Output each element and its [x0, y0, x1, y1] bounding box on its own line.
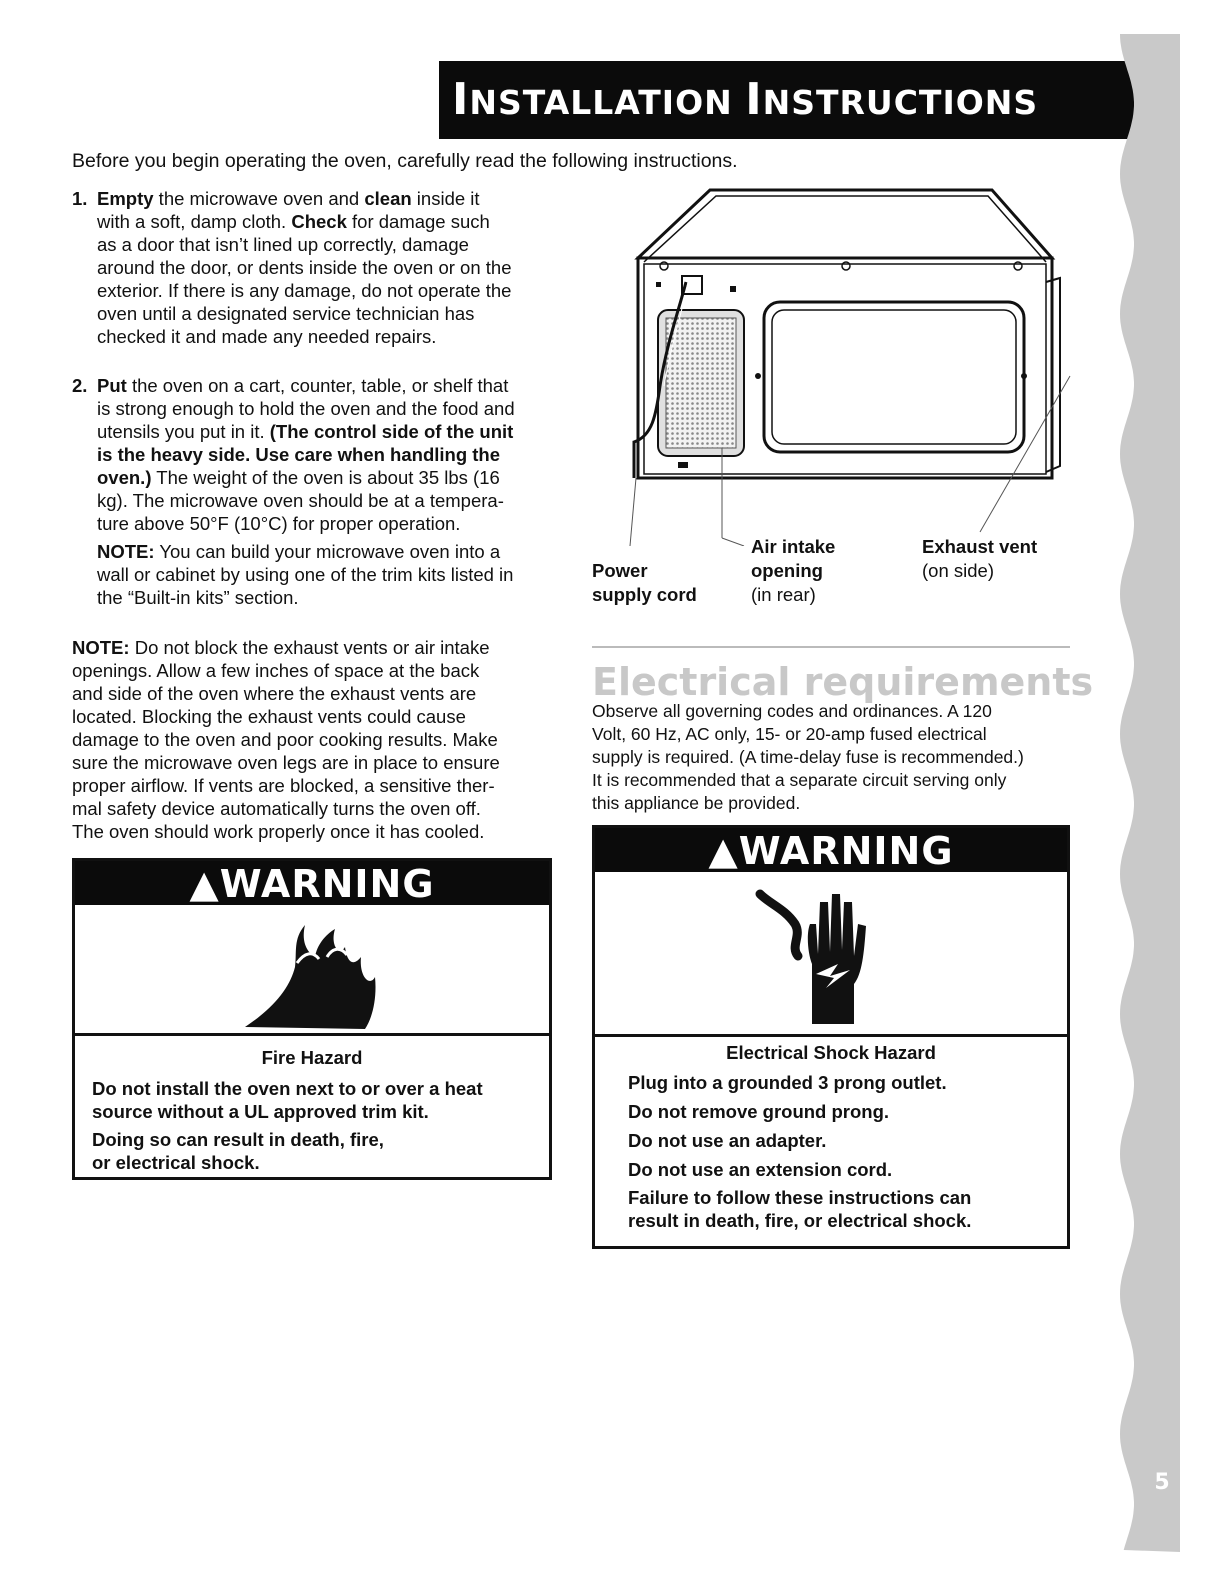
text-line: NOTE: You can build your microwave oven into a — [97, 541, 501, 562]
text-line: oven.) The weight of the oven is about 35 lbs (16 — [97, 467, 500, 488]
text-line: sure the microwave oven legs are in place to ensure — [72, 752, 500, 773]
page-number: 5 — [1154, 1470, 1170, 1495]
fire-warning-box — [72, 858, 552, 1180]
warning-line: or electrical shock. — [92, 1152, 260, 1173]
text-line: is the heavy side. Use care when handling the — [97, 444, 501, 465]
shock-hand-icon — [750, 884, 890, 1024]
warning-header: ▲WARNING — [75, 861, 549, 905]
fire-icon — [235, 917, 385, 1037]
text-line: Put the oven on a cart, counter, table, or shelf that — [97, 375, 509, 396]
section-divider — [592, 646, 1070, 648]
text-line: checked it and made any needed repairs. — [97, 326, 437, 347]
text-line: around the door, or dents inside the oven or on the — [97, 257, 512, 278]
warning-line: source without a UL approved trim kit. — [92, 1101, 429, 1122]
text-line: kg). The microwave oven should be at a tempera- — [97, 490, 504, 511]
warning-triangle-icon: ▲ — [708, 829, 739, 873]
vent-note — [72, 636, 562, 843]
intro-text: Before you begin operating the oven, carefully read the following instructions. — [72, 150, 738, 172]
side-wave-strip — [1112, 34, 1180, 1552]
electrical-text: Observe all governing codes and ordinances. A 120 Volt, 60 Hz, AC only, 15- or 20-amp fused electrical supply is required. (A time-delay fuse is recommended.) It is recommended that a separate circuit serving only this appliance be provided. — [592, 701, 1024, 813]
text-line: the “Built-in kits” section. — [97, 587, 299, 608]
text-line: as a door that isn’t lined up correctly, damage — [97, 234, 469, 255]
text-line: with a soft, damp cloth. Check for damage such — [97, 211, 490, 232]
section-heading: Electrical requirements — [592, 660, 1094, 704]
text-line: wall or cabinet by using one of the trim kits listed in — [97, 564, 514, 585]
oven-rear-diagram — [620, 186, 1080, 546]
text-line: ture above 50°F (10°C) for proper operation. — [97, 513, 461, 534]
warning-title: Fire Hazard — [261, 1047, 363, 1068]
warning-line: Plug into a grounded 3 prong outlet. — [628, 1072, 947, 1093]
step-text — [97, 187, 562, 348]
text-line: NOTE: Do not block the exhaust vents or air intake — [72, 637, 490, 658]
warning-header: ▲WARNING — [595, 828, 1067, 872]
text-line: is strong enough to hold the oven and the food and — [97, 398, 515, 419]
text-line: oven until a designated service technician has — [97, 303, 475, 324]
warning-line: Doing so can result in death, fire, — [92, 1129, 384, 1150]
warning-title: Electrical Shock Hazard — [726, 1042, 936, 1063]
warning-line: result in death, fire, or electrical shock. — [628, 1210, 972, 1231]
warning-line: Do not use an adapter. — [628, 1130, 827, 1151]
shock-warning-box — [592, 825, 1070, 1249]
page-title: INSTALLATION INSTRUCTIONS — [452, 74, 1039, 125]
step-note — [97, 540, 567, 609]
step-2 — [72, 374, 562, 535]
text-line: proper airflow. If vents are blocked, a sensitive ther- — [72, 775, 495, 796]
text-line: mal safety device automatically turns the oven off. — [72, 798, 481, 819]
warning-line: Failure to follow these instructions can — [628, 1187, 972, 1208]
warning-line: Do not remove ground prong. — [628, 1101, 890, 1122]
step-1 — [72, 187, 562, 348]
text-line: openings. Allow a few inches of space at the back — [72, 660, 480, 681]
step-number: 2. — [72, 375, 88, 396]
step-text — [97, 374, 562, 535]
text-line: exterior. If there is any damage, do not operate the — [97, 280, 512, 301]
text-line: Empty the microwave oven and clean inside it — [97, 188, 480, 209]
warning-line: Do not install the oven next to or over a heat — [92, 1078, 483, 1099]
text-line: and side of the oven where the exhaust vents are — [72, 683, 477, 704]
text-line: The oven should work properly once it has cooled. — [72, 821, 485, 842]
warning-divider — [595, 1034, 1067, 1037]
warning-triangle-icon: ▲ — [189, 862, 220, 906]
air-intake-label: Air intake opening (in rear) — [751, 536, 836, 605]
text-line: located. Blocking the exhaust vents could cause — [72, 706, 466, 727]
text-line: utensils you put in it. (The control side of the unit — [97, 421, 514, 442]
warning-line: Do not use an extension cord. — [628, 1159, 893, 1180]
power-cord-label: Power supply cord — [592, 560, 697, 605]
step-number: 1. — [72, 188, 88, 209]
warning-divider — [75, 1033, 549, 1036]
text-line: damage to the oven and poor cooking results. Make — [72, 729, 498, 750]
exhaust-vent-label: Exhaust vent (on side) — [922, 536, 1038, 581]
